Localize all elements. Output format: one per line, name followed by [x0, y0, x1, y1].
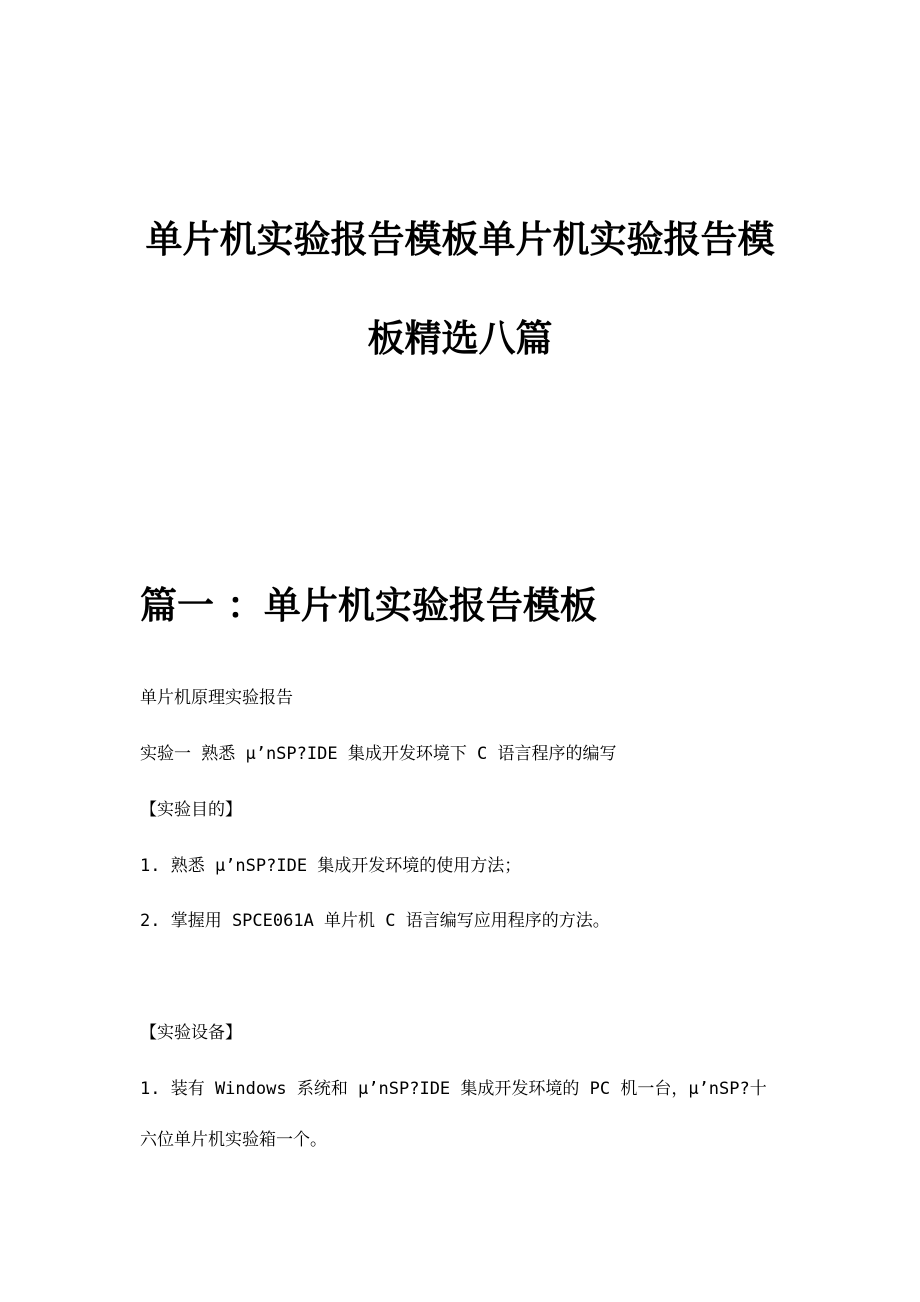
section-heading: 篇一 ：单片机实验报告模板 — [140, 583, 597, 627]
document-title-line-2: 板精选八篇 — [367, 316, 553, 360]
experiment-title: 实验一 熟悉 μ’nSP?IDE 集成开发环境下 C 语言程序的编写 — [140, 744, 617, 764]
equipment-item-1-continued: 六位单片机实验箱一个。 — [140, 1130, 327, 1150]
equipment-item-1: 1. 装有 Windows 系统和 μ’nSP?IDE 集成开发环境的 PC 机一台，μ’nSP?十 — [140, 1079, 767, 1099]
equipment-heading: 【实验设备】 — [140, 1023, 242, 1043]
objective-heading: 【实验目的】 — [140, 800, 242, 820]
objective-item-2: 2. 掌握用 SPCE061A 单片机 C 语言编写应用程序的方法。 — [140, 911, 610, 931]
report-subtitle: 单片机原理实验报告 — [140, 688, 293, 708]
objective-item-1: 1. 熟悉 μ’nSP?IDE 集成开发环境的使用方法； — [140, 856, 522, 876]
document-title-line-1: 单片机实验报告模板单片机实验报告模 — [145, 217, 775, 261]
